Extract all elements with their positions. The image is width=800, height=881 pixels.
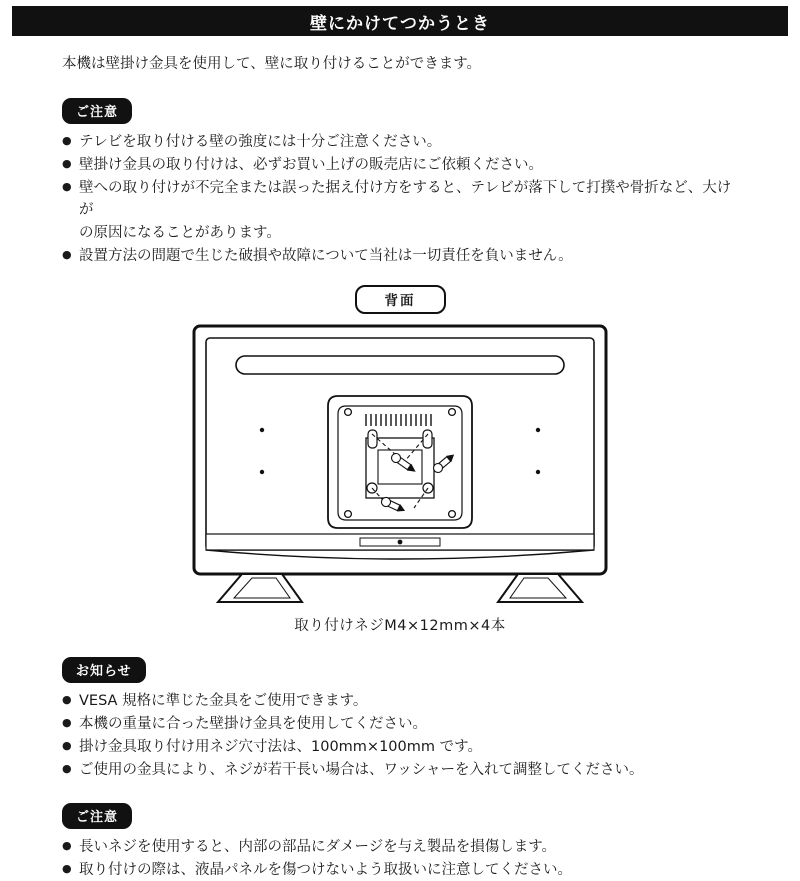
bullet-list	[62, 690, 738, 781]
list-item: ● 長いネジを使用すると、内部の部品にダメージを与え製品を損傷します。	[62, 836, 738, 858]
figure-label: 背面	[355, 285, 446, 314]
page-content	[0, 54, 800, 881]
list-item: ● 壁掛け金具の取り付けは、必ずお買い上げの販売店にご依頼ください。	[62, 154, 738, 176]
section-notice	[62, 657, 738, 781]
figure-label-row	[62, 285, 738, 314]
tv-illustration	[62, 322, 738, 612]
list-item: ● テレビを取り付ける壁の強度には十分ご注意ください。	[62, 131, 738, 153]
figure-caption: 取り付けネジM4×12mm×4本	[294, 617, 506, 634]
tv-rear-diagram	[190, 322, 610, 612]
list-item: ● 壁への取り付けが不完全または誤った据え付け方をすると、テレビが落下して打撲や骨折など、大けが	[62, 177, 738, 221]
section-label: お知らせ	[62, 657, 146, 683]
bullet-list	[62, 836, 738, 881]
list-item-continuation: の原因になることがあります。	[79, 224, 281, 241]
section-caution-1	[62, 98, 738, 267]
section-caution-2	[62, 803, 738, 881]
section-label: ご注意	[62, 98, 132, 124]
figure-rear-view	[62, 285, 738, 635]
list-item: ● 本機の重量に合った壁掛け金具を使用してください。	[62, 713, 738, 735]
bullet-list	[62, 131, 738, 267]
section-label: ご注意	[62, 803, 132, 829]
intro-text: 本機は壁掛け金具を使用して、壁に取り付けることができます。	[62, 56, 482, 72]
list-item: ● 取り付けの際は、液晶パネルを傷つけないよう取扱いに注意してください。	[62, 859, 738, 881]
list-item: ● ご使用の金具により、ネジが若干長い場合は、ワッシャーを入れて調整してください。	[62, 759, 738, 781]
manual-page	[0, 6, 800, 879]
page-title: 壁にかけてつかうとき	[12, 6, 788, 36]
list-item: ● 掛け金具取り付け用ネジ穴寸法は、100mm×100mm です。	[62, 736, 738, 758]
list-item: ● VESA 規格に準じた金具をご使用できます。	[62, 690, 738, 712]
list-item: ● 設置方法の問題で生じた破損や故障について当社は一切責任を負いません。	[62, 245, 738, 267]
